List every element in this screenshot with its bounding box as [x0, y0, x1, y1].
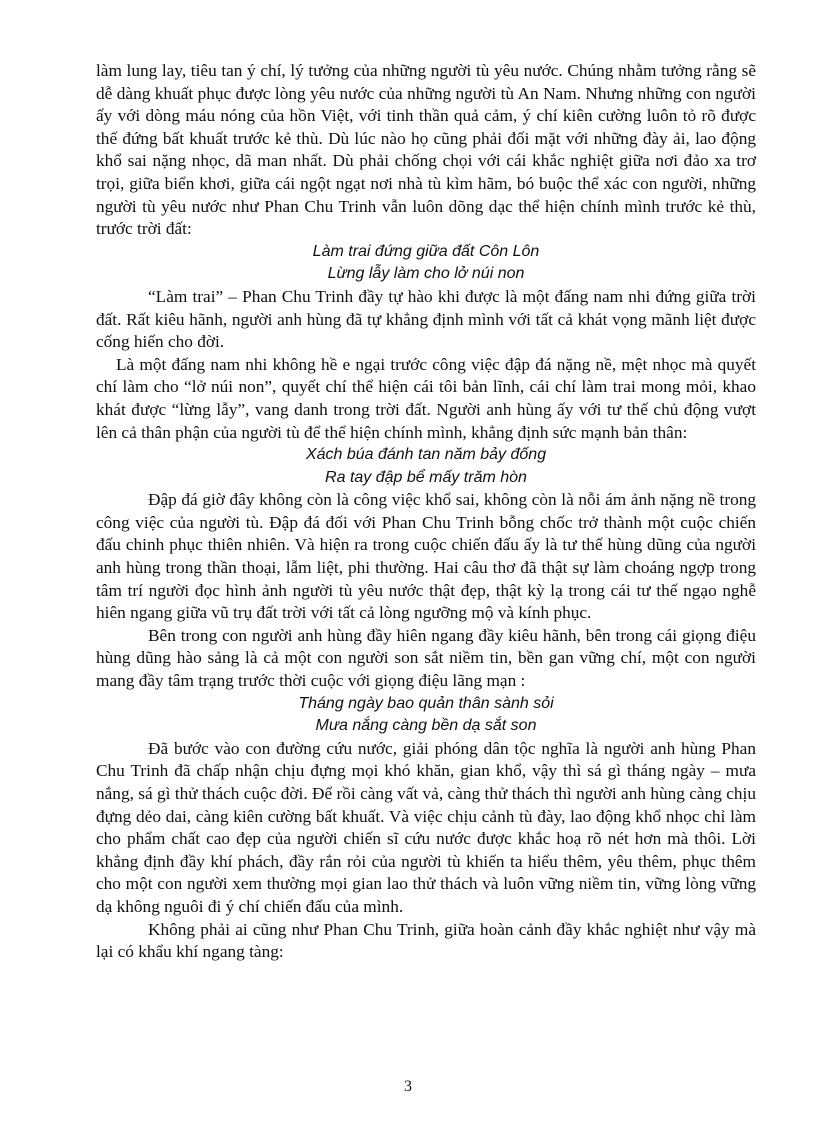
paragraph-2: “Làm trai” – Phan Chu Trinh đầy tự hào khi được là một đấng nam nhi đứng giữa trời đất. Rất kiêu hãnh, người anh hùng đã tự khẳng định mình với tất cả khát vọng mãnh liệt được cống hiến cho đời.	[96, 286, 756, 352]
poem-stanza-1	[96, 241, 756, 286]
paragraph-6: Đã bước vào con đường cứu nước, giải phóng dân tộc nghĩa là người anh hùng Phan Chu Trinh đã chấp nhận chịu đựng mọi khó khăn, gian khổ, vậy thì sá gì tháng ngày – mưa nắng, sá gì thử thách cuộc đời. Để rồi càng vất vả, càng thử thách thì người anh hùng càng chịu đựng dẻo dai, càng kiên cường bất khuất. Và việc chịu cảnh tù đày, lao động khổ nhọc chỉ làm cho phẩm chất cao đẹp của người chiến sĩ cứu nước được khắc hoạ rõ nét hơn mà thôi. Lời khẳng định đầy khí phách, đầy rắn rỏi của người tù khiến ta hiểu thêm, yêu thêm, phục thêm cho một con người xem thường mọi gian lao thử thách và luôn vững niềm tin, vững lòng vững dạ không nguôi đi ý chí chiến đấu của mình.	[96, 738, 756, 916]
poem-line: Xách búa đánh tan năm bảy đống	[305, 446, 547, 464]
poem-line: Mưa nắng càng bền dạ sắt son	[315, 717, 537, 735]
poem-line: Lừng lẫy làm cho lở núi non	[327, 265, 525, 283]
poem-line: Làm trai đứng giữa đất Côn Lôn	[312, 242, 540, 260]
paragraph-1: làm lung lay, tiêu tan ý chí, lý tưởng của những người tù yêu nước. Chúng nhằm tưởng rằng sẽ dễ dàng khuất phục được lòng yêu nước của những người tù An Nam. Nhưng những con người ấy với dòng máu nóng của hồn Việt, với tinh thần quả cảm, ý chí kiên cường luôn tỏ rõ được thế đứng bất khuất trước kẻ thù. Dù lúc nào họ cũng phải đối mặt với những đày ải, lao động khổ sai nặng nhọc, dã man nhất. Dù phải chống chọi với cái khắc nghiệt giữa nơi đảo xa trơ trọi, giữa biển khơi, giữa cái ngột ngạt nơi nhà tù kìm hãm, bó buộc thể xác con người, những người tù yêu nước như Phan Chu Trinh vẫn luôn dõng dạc thể hiện chính mình trước kẻ thù, trước trời đất:	[96, 61, 756, 239]
document-page	[96, 60, 756, 964]
page-number: 3	[404, 1078, 412, 1095]
poem-line: Ra tay đập bể mấy trăm hòn	[325, 468, 527, 486]
paragraph-4: Đập đá giờ đây không còn là công việc khổ sai, không còn là nỗi ám ảnh nặng nề trong công việc của người tù. Đập đá đối với Phan Chu Trinh bỗng chốc trở thành một cuộc chiến đấu chinh phục thiên nhiên. Và hiện ra trong cuộc chiến đấu ấy là tư thế hùng dũng của người anh hùng trong thần thoại, lẫm liệt, phi thường. Hai câu thơ đã thật sự làm choáng ngợp trong tâm trí người đọc hình ảnh người tù yêu nước thật đẹp, thật kỳ lạ trong cái tư thế ngạo nghễ hiên ngang giữa vũ trụ đất trời với tất cả lòng ngưỡng mộ và kính phục.	[96, 490, 756, 623]
poem-line: Tháng ngày bao quản thân sành sỏi	[298, 694, 554, 712]
poem-stanza-3	[96, 693, 756, 738]
poem-stanza-2	[96, 444, 756, 489]
paragraph-7: Không phải ai cũng như Phan Chu Trinh, giữa hoàn cảnh đầy khắc nghiệt như vậy mà lại có khẩu khí ngang tàng:	[96, 919, 756, 962]
paragraph-5: Bên trong con người anh hùng đầy hiên ngang đầy kiêu hãnh, bên trong cái giọng điệu hùng dũng hào sảng là cả một con người son sắt niềm tin, bền gan vững chí, một con người mang đầy tâm trạng trước thời cuộc với giọng điệu lãng mạn :	[96, 625, 756, 691]
paragraph-3: Là một đấng nam nhi không hề e ngại trước công việc đập đá nặng nề, mệt nhọc mà quyết chí làm cho “lở núi non”, quyết chí thể hiện cái tôi bản lĩnh, cái chí làm trai mong mỏi, khao khát được “lừng lẫy”, vang danh trong trời đất. Người anh hùng ấy với tư thế chủ động vượt lên cả thân phận của người tù để thể hiện chính mình, khẳng định sức mạnh bản thân:	[96, 354, 756, 442]
